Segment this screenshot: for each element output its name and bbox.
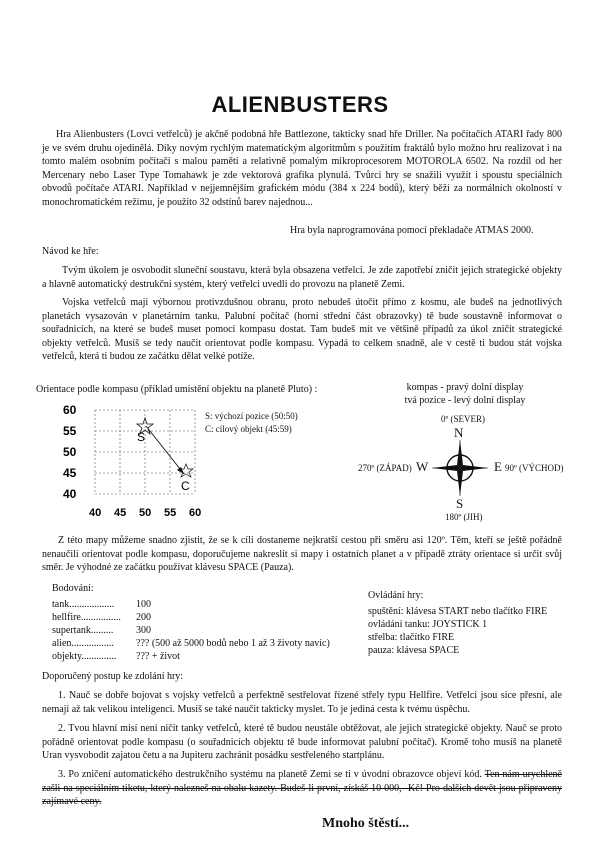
programmed-note: Hra byla naprogramována pomocí překladače ATMAS 2000. [290,225,534,236]
compass-caption-2: tvá pozice - levý dolní display [404,395,526,406]
score-row [52,624,330,637]
orientation-heading: Orientace podle kompasu (příklad umístění objektu na planetě Pluto) : [36,384,318,395]
compass-rose-icon [430,438,490,498]
path-line [146,426,184,474]
score-row [52,611,330,624]
control-line: střelba: tlačítko FIRE [368,632,455,643]
score-row [52,598,330,611]
signoff: Mnoho štěstí... [322,816,410,831]
north-degree: 0º (SEVER) [441,414,486,424]
score-value: ??? + život [136,651,180,662]
north-label: N [454,425,464,440]
after-map-paragraph: Z této mapy můžeme snadno zjistit, že se k cíli dostaneme nejkratší cestou při směru asi 120º. Těm, kteří se ještě pořádně nenaučili orientovat podle kompasu, doporučujeme nakreslit si mapy i ostatních planet a v případě ztráty orientace si určit svůj směr. Je výhodné ze začátku používat klávesu SPACE (Pauza). [42,535,562,573]
x-tick-55: 55 [164,507,177,519]
south-degree: 180º (JIH) [445,512,483,522]
y-tick-40: 40 [63,487,77,501]
procedure-step-2: 2. Tvou hlavní misí není ničit tanky vetřelců, které tě budou neustále obtěžovat, ale jejich strategické objekty. Nauč se proto pořádně orientovat podle kompasu (o souřadnicích objektu tě bude informovat palubní počítač). Kromě toho musíš na planetě Uran vysvobodit zajatou četu a na Jupiteru zachránit posádku sestřeleného startplánu. [42,723,562,761]
y-tick-55: 55 [63,424,77,438]
south-label: S [456,496,464,511]
x-tick-45: 45 [114,507,127,519]
y-tick-60: 60 [63,403,77,417]
procedure-step-3 [42,768,562,809]
scoring-heading: Bodování: [52,583,94,594]
legend-target: C: cílový objekt (45:59) [205,424,292,434]
label-c: C [181,479,190,493]
legend-start: S: výchozí pozice (50:50) [205,411,298,421]
control-line: pauza: klávesa SPACE [368,645,460,656]
score-row [52,637,330,650]
score-name: supertank......... [52,625,114,636]
score-value: ??? (500 až 5000 bodů nebo 1 až 3 životy navíc) [136,638,330,649]
howto-paragraph-1: Tvým úkolem je osvobodit sluneční soustavu, která byla obsazena vetřelci. Je zde zapotřebí zničit jejich strategické objekty a hlavně automatický destrukční systém, který vetřelci uvedli do provozu na planetě Zemi. [42,265,562,290]
score-name: alien................. [52,638,114,649]
east-label: E [494,459,502,474]
west-label: W [416,459,429,474]
west-degree: 270º (ZÁPAD) [358,463,412,473]
target-star-icon [179,464,193,477]
score-value: 100 [136,599,151,610]
east-degree: 90º (VÝCHOD) [505,463,564,473]
compass-caption-1: kompas - pravý dolní display [406,382,524,393]
y-tick-45: 45 [63,466,77,480]
compass-captions [400,381,530,407]
controls-heading: Ovládání hry: [368,590,424,601]
x-tick-60: 60 [189,507,202,519]
howto-paragraph-2: Vojska vetřelců mají výbornou protivzdušnou obranu, proto nebudeš útočit přímo z kosmu, ale budeš na jednotlivých planetách vysazován v planetárním tanku. Palubní počítač (horní střední část obrazovky) tě bude soustavně informovat o souřadnicích, na které se budeš muset pomocí kompasu dostat. Tam budeš mít ve většině případů za úkol zničit strategické objekty vetřelců. Musíš se tedy naučit orientovat podle kompasu. Vypadá to celkem snadně, ale v cestě ti budou stát vojska vetřelců, která ti budou ze začátku dělat velké potíže. [42,297,562,362]
intro-paragraph: Hra Alienbusters (Lovci vetřelců) je akčně podobná hře Battlezone, takticky snad hře Driller. Na počítačích ATARI řady 800 je ve svém druhu ojedinělá. Díky novým rychlým matematickým algoritmům s použitím fraktálů bylo možno hru realizovat i na tomto malém osobním počítači s malou pamětí a relativně pomalým mikroprocesorem MOTOROLA 6502. Na rozdíl od her Mercenary nebo Laser Type Tomahawk je zde vektorová grafika plynulá. Tvůrci hry se snažili využít i spoustu speciálních obvodů počítače ATARI. Například v nejjemnějším grafickém módu (384 x 224 bodů), který běží za normálních okolností v monochromatickém režimu, je použito 32 odstínů barev najednou... [42,129,562,208]
scoring-section [52,583,330,663]
score-name: tank.................. [52,599,115,610]
score-value: 200 [136,612,151,623]
page-title: ALIENBUSTERS [211,92,389,117]
y-tick-50: 50 [63,445,77,459]
score-name: hellfire................ [52,612,121,623]
score-row [52,650,330,663]
procedure-step-1: 1. Nauč se dobře bojovat s vojsky vetřelců a perfektně sestřelovat řízené střely typu Hellfire. Vetřelci jsou sice přesní, ale nemají až tak velikou inteligenci. Musíš se také naučit takticky myslet. To je jediná cesta k tvému úspěchu. [42,690,562,715]
control-line: spuštění: klávesa START nebo tlačítko FIRE [368,606,548,617]
controls-section [368,589,547,657]
procedure-heading: Doporučený postup ke zdolání hry: [42,671,184,682]
x-tick-50: 50 [139,507,152,519]
howto-heading: Návod ke hře: [42,246,99,257]
procedure-step-3-struck: Ten nám urychleně zašli na speciálním tiketu, který naleznеš na obalu kazety. Budeš-li první, získáš 10 000,- Kč! Pro dalších devět jsou připraveny zajímavé ceny. [42,769,562,807]
control-line: ovládání tanku: JOYSTICK 1 [368,619,488,630]
procedure-step-3-text: 3. Po zničení automatického destrukčního systému na planetě Zemi se ti v úvodní obrazovce objeví kód. [58,769,485,780]
label-s: S [137,430,146,444]
score-value: 300 [136,625,151,636]
score-name: objekty.............. [52,651,117,662]
x-tick-40: 40 [89,507,102,519]
